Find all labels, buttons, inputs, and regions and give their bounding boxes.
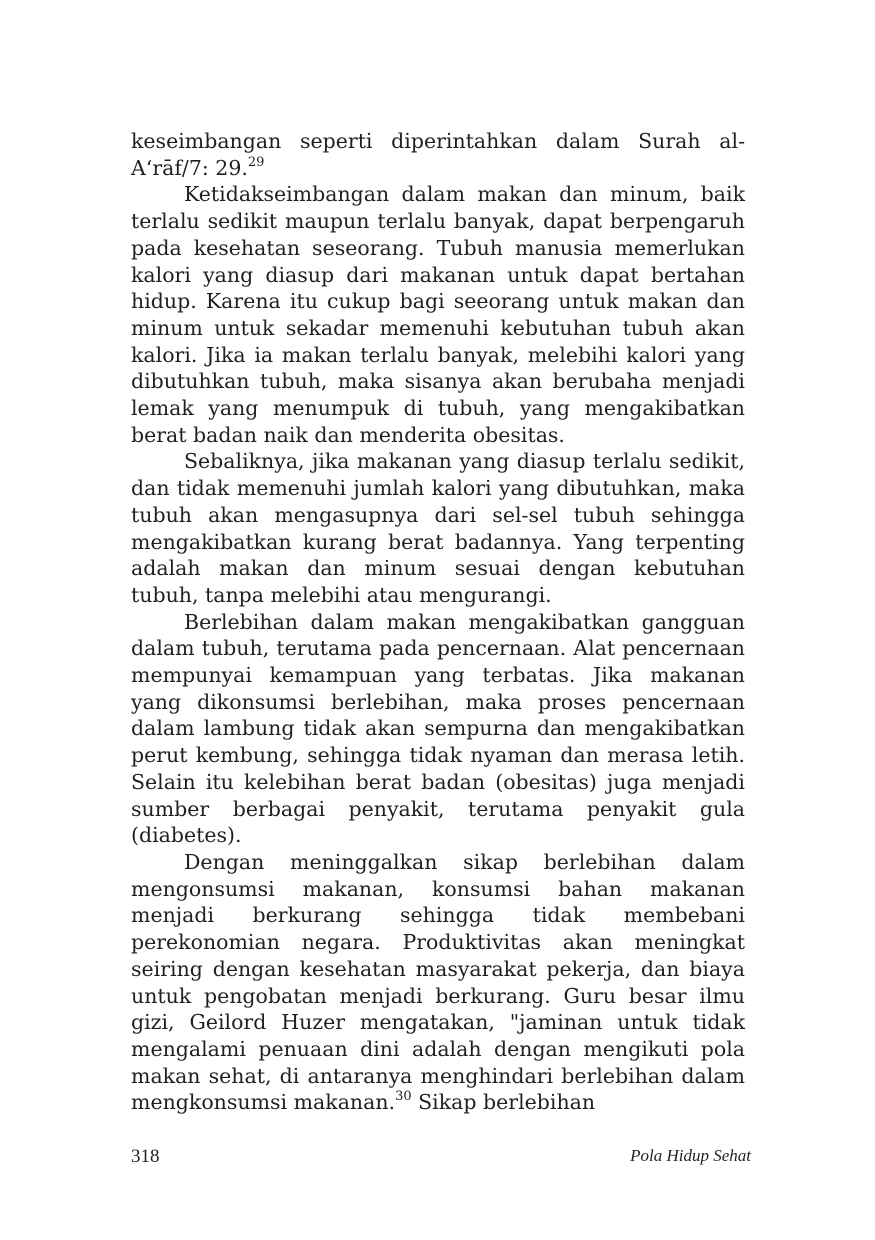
paragraph-leaving-excess [131,849,745,1116]
paragraph-imbalance: Ketidakseimbangan dalam makan dan minum, baik terlalu sedikit maupun terlalu banyak, dapat berpengaruh pada kesehatan seseorang. Tubuh manusia memerlukan kalori yang diasup dari makanan untuk dapat bertahan hidup. Karena itu cukup bagi seeorang untuk makan dan minum untuk sekadar memenuhi kebutuhan tubuh akan kalori. Jika ia makan terlalu banyak, melebihi kalori yang dibutuhkan tubuh, maka sisanya akan berubaha menjadi lemak yang menumpuk di tubuh, yang mengakibatkan berat badan naik dan menderita obesitas. [131,182,745,447]
paragraph-4-text: Dengan meninggalkan sikap berlebihan dalam mengonsumsi makanan, konsumsi bahan makanan menjadi berkurang sehingga tidak membebani perekonomian negara. Produktivitas akan meningkat seiring dengan kesehatan masyarakat pekerja, dan biaya untuk pengobatan menjadi berkurang. Guru besar ilmu gizi, Geilord Huzer mengatakan, "jaminan untuk tidak mengalami penuaan dini adalah dengan mengikuti pola makan sehat, di antaranya menghindari berlebihan dalam mengkonsumsi makanan. [131,849,745,1115]
page-number: 318 [131,1146,160,1167]
paragraph-excess-digestion: Berlebihan dalam makan mengakibatkan gangguan dalam tubuh, terutama pada pencernaan. Alat pencernaan mempunyai kemampuan yang terbatas. Jika makanan yang dikonsumsi berlebihan, maka proses pencernaan dalam lambung tidak akan sempurna dan mengakibatkan perut kembung, sehingga tidak nyaman dan merasa letih. Selain itu kelebihan berat badan (obesitas) juga menjadi sumber berbagai penyakit, terutama penyakit gula (diabetes). [131,609,745,848]
paragraph-4-tail: Sikap berlebihan [411,1090,596,1115]
continuation-text: keseimbangan seperti diperintahkan dalam Surah al-A‘rāf/7: 29. [131,129,745,180]
paragraph-too-little: Sebaliknya, jika makanan yang diasup terlalu sedikit, dan tidak memenuhi jumlah kalori yang dibutuhkan, maka tubuh akan mengasupnya dari sel-sel tubuh sehingga mengakibatkan kurang berat badannya. Yang terpenting adalah makan dan minum sesuai dengan kebutuhan tubuh, tanpa melebihi atau mengurangi. [131,449,745,607]
body-text [131,128,745,1116]
continuation-paragraph [131,128,745,181]
running-title: Pola Hidup Sehat [630,1146,751,1165]
footnote-ref-29[interactable]: 29 [247,154,265,170]
footnote-ref-30[interactable]: 30 [395,1089,412,1105]
